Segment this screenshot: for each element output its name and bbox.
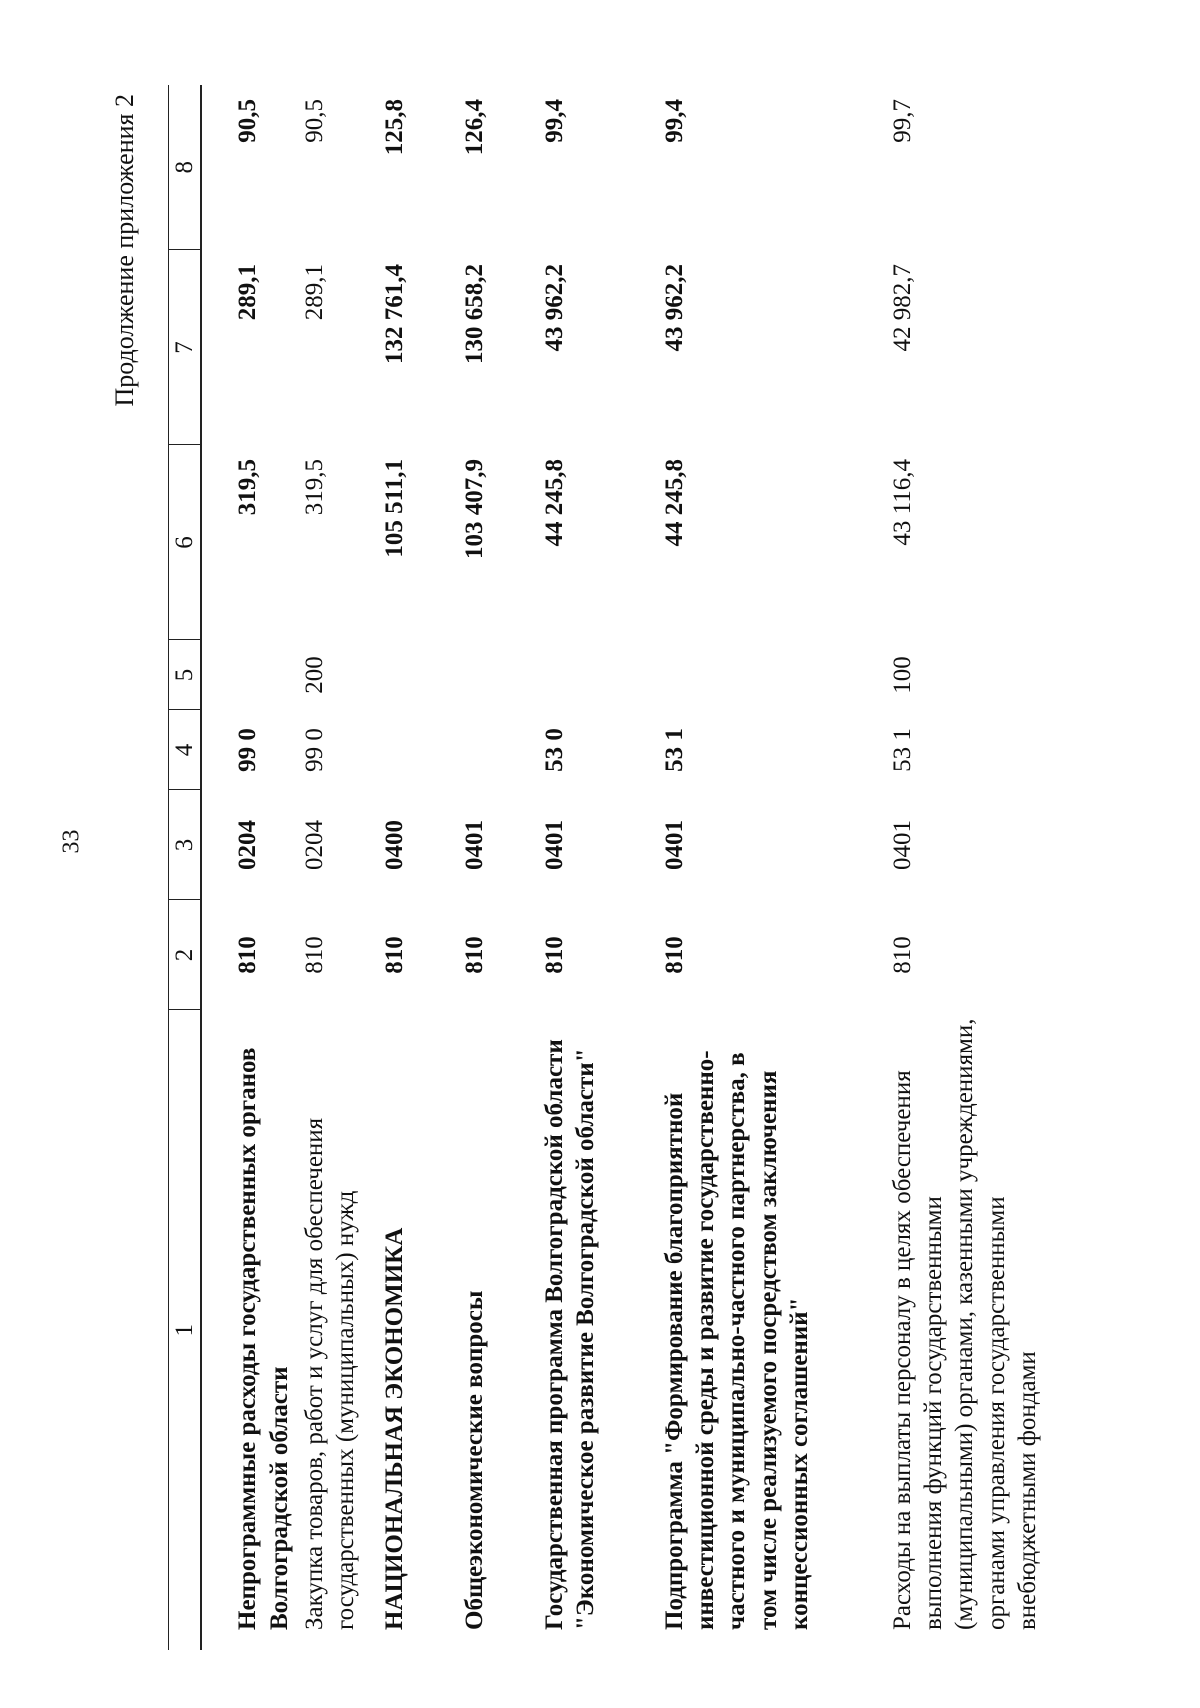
table-row xyxy=(455,85,535,1650)
cell-ministry-code: 810 xyxy=(460,936,488,974)
cell-target-code: 99 0 xyxy=(234,728,262,772)
cell-section-code: 0401 xyxy=(460,820,488,870)
column-header: 6 xyxy=(169,445,202,640)
row-description: Закупка товаров, работ и услуг для обеспечения государственных (муниципальных) нужд xyxy=(300,1117,359,1630)
cell-section-code: 0204 xyxy=(300,820,328,870)
row-description: Подпрограмма "Формирование благоприятной инвестиционной среды и развитие государственно-частного и муниципально-частного партнерства, в том числе реализуемого посредством заключения концессионных соглашений" xyxy=(660,1050,813,1630)
continuation-caption: Продолжение приложения 2 xyxy=(110,94,139,407)
table-row xyxy=(295,85,375,1650)
cell-planned: 44 245,8 xyxy=(660,459,688,547)
row-description: Общеэкономические вопросы xyxy=(460,1290,488,1630)
cell-expense-type xyxy=(201,640,295,710)
cell-expense-type xyxy=(375,640,455,710)
cell-percent: 99,7 xyxy=(888,99,916,143)
cell-expense-type xyxy=(455,640,535,710)
cell-planned: 319,5 xyxy=(234,459,262,516)
cell-section-code: 0401 xyxy=(888,820,916,870)
cell-percent: 99,4 xyxy=(540,99,568,143)
cell-executed: 42 982,7 xyxy=(888,264,916,352)
cell-executed: 289,1 xyxy=(234,264,262,321)
cell-planned: 43 116,4 xyxy=(888,459,916,546)
cell-target-code: 53 1 xyxy=(888,728,916,772)
cell-section-code: 0401 xyxy=(660,820,688,870)
cell-planned: 44 245,8 xyxy=(540,459,568,547)
cell-ministry-code: 810 xyxy=(660,936,688,974)
cell-section-code: 0400 xyxy=(380,820,408,870)
cell-percent: 125,8 xyxy=(380,99,408,156)
cell-percent: 90,5 xyxy=(300,99,328,143)
cell-ministry-code: 810 xyxy=(380,936,408,974)
cell-executed: 289,1 xyxy=(300,264,328,321)
table-row xyxy=(375,85,455,1650)
row-description: Непрограммные расходы государственных органов Волгоградской области xyxy=(234,1047,293,1630)
row-description: НАЦИОНАЛЬНАЯ ЭКОНОМИКА xyxy=(380,1227,408,1630)
cell-planned: 105 511,1 xyxy=(380,459,408,558)
column-header: 7 xyxy=(169,250,202,445)
cell-planned: 103 407,9 xyxy=(460,459,488,559)
cell-expense-type: 200 xyxy=(300,656,328,694)
cell-expense-type: 100 xyxy=(888,656,916,694)
cell-target-code: 53 1 xyxy=(660,728,688,772)
cell-ministry-code: 810 xyxy=(234,936,262,974)
table-row xyxy=(535,85,655,1650)
column-header: 3 xyxy=(169,790,202,900)
cell-expense-type xyxy=(655,640,883,710)
cell-target-code: 53 0 xyxy=(540,728,568,772)
cell-target-code xyxy=(455,710,535,790)
cell-percent: 126,4 xyxy=(460,99,488,156)
cell-planned: 319,5 xyxy=(300,459,328,516)
cell-section-code: 0204 xyxy=(234,820,262,870)
column-header: 4 xyxy=(169,710,202,790)
cell-executed: 130 658,2 xyxy=(460,264,488,364)
cell-expense-type xyxy=(535,640,655,710)
table-header-row xyxy=(169,85,202,1650)
cell-percent: 90,5 xyxy=(234,99,262,143)
cell-executed: 132 761,4 xyxy=(380,264,408,364)
row-description: Государственная программа Волгоградской области "Экономическое развитие Волгоградской области" xyxy=(540,1039,599,1630)
cell-ministry-code: 810 xyxy=(300,936,328,974)
cell-percent: 99,4 xyxy=(660,99,688,143)
cell-target-code: 99 0 xyxy=(300,728,328,772)
cell-executed: 43 962,2 xyxy=(660,264,688,352)
table-row xyxy=(201,85,295,1650)
column-header: 8 xyxy=(169,85,202,250)
row-description: Расходы на выплаты персоналу в целях обеспечения выполнения функций государственными (муниципальными) органами, казенными учреждениями, органами управления государственными внебюджетными фондами xyxy=(888,1018,1041,1630)
budget-table xyxy=(168,85,1043,1650)
document-sheet xyxy=(110,70,1120,1650)
column-header: 2 xyxy=(169,900,202,1010)
column-header: 5 xyxy=(169,640,202,710)
column-header: 1 xyxy=(169,1010,202,1650)
table-row xyxy=(883,85,1043,1650)
cell-ministry-code: 810 xyxy=(888,936,916,974)
page-number: 33 xyxy=(58,829,85,854)
cell-ministry-code: 810 xyxy=(540,936,568,974)
table-row xyxy=(655,85,883,1650)
cell-target-code xyxy=(375,710,455,790)
cell-executed: 43 962,2 xyxy=(540,264,568,352)
cell-section-code: 0401 xyxy=(540,820,568,870)
